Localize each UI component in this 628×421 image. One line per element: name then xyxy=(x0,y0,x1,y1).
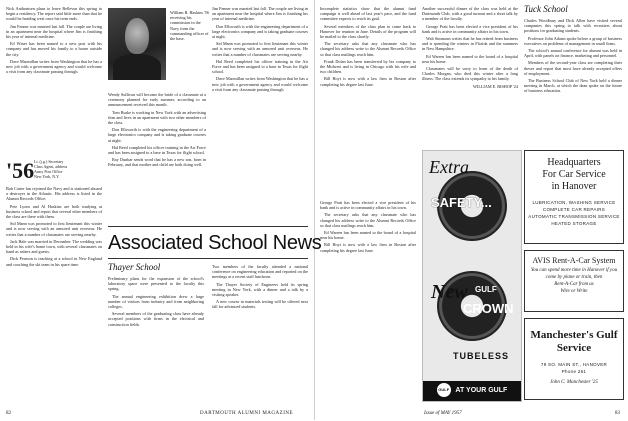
avis-line: You can spend more time in Hanover if you xyxy=(530,268,618,273)
avis-rent-a-car-ad xyxy=(524,250,624,312)
hq-line2: For Car Service xyxy=(542,169,606,180)
secretary-line: Class Agent, address xyxy=(34,164,68,169)
paragraph: Walt Simmons writes that he has retired from business and is spending the winters in Florida and the summers in New Hampshire. xyxy=(422,36,518,52)
class-year: '56 xyxy=(6,158,35,183)
paragraph: Another successful dinner of the class was held at the Dartmouth Club, with a good turnout and a short talk by a member of the faculty. xyxy=(422,6,518,22)
paragraph: Bill Hoyt is now with a law firm in Boston after completing his degree last June. xyxy=(320,76,416,87)
gulf-logo-icon: GULF xyxy=(437,383,451,397)
avis-line: Wire or Write xyxy=(560,289,588,294)
thayer-heading: Thayer School xyxy=(108,262,161,272)
ad-gulf-text: GULF xyxy=(475,285,497,294)
paragraph: Ray Dunbar sends word that he has a new son, born in February, and that mother and child are both doing well. xyxy=(108,157,206,168)
paragraph: Several members of the graduating class have already accepted positions with firms in the electrical and construction fields. xyxy=(108,311,204,327)
right-page xyxy=(314,0,628,420)
tuck-heading: Tuck School xyxy=(524,4,568,14)
avis-line: come by plane or train, then xyxy=(545,275,603,280)
paragraph: Classmates will be sorry to learn of the death of Charles Morgan, who died this winter after a long illness. The class extends its sympathy to his family. xyxy=(422,66,518,82)
thayer-column-1 xyxy=(108,276,204,329)
class-secretary xyxy=(34,159,102,179)
page-number-right: 83 xyxy=(615,411,620,416)
hq-service: AUTOMATIC TRANSMISSION SERVICE xyxy=(528,214,620,219)
right-column-1 xyxy=(320,6,416,89)
paragraph: Ed Warren has been named to the board of a hospital near his home. xyxy=(320,230,416,241)
face-shape xyxy=(125,18,148,54)
ad-new-text: New xyxy=(431,281,468,303)
title-rule-bottom xyxy=(108,258,308,259)
secretary-line: New York, N.Y. xyxy=(34,174,60,179)
paragraph: Ed Warren has been named to the board of a hospital near his home. xyxy=(422,53,518,64)
paragraph: The secretary asks that any classmate who has changed his address write to the Alumni Records Office so that class mailings reach him. xyxy=(320,41,416,57)
paragraph: Don Ellsworth is with the engineering department of a large electronics company and is taking graduate courses at night. xyxy=(212,23,308,40)
ad-safety-text: SAFETY... xyxy=(431,195,492,210)
paragraph: Nick Anthonisen plans to leave Bellevue this spring to begin a residency. The report said little more than that he would be heading west once his term ends. xyxy=(6,6,102,22)
paragraph: Sid Mann was promoted to first lieutenant this winter and is now serving with an armored unit overseas. He writes that a number of classmates are serving nearby. xyxy=(212,41,308,57)
paragraph: Several members of the class plan to come back to Hanover for reunion in June. Details of the program will be mailed to the class shortly. xyxy=(320,23,416,40)
paragraph: Dave Macmillan writes from Washington that he has a new job with a government agency and would welcome a visit from any classmate passing through. xyxy=(6,58,102,75)
right-column-2 xyxy=(422,6,518,91)
paragraph: The school's annual conference for alumni was held in April, with panels on finance, marketing and personnel. xyxy=(524,48,622,59)
column-signoff: WILLIAM E. BISHOP '24 xyxy=(472,83,518,89)
dealer-line: AT YOUR GULF DEALER'S xyxy=(454,387,508,414)
ad-tubeless-text: TUBELESS xyxy=(453,351,510,361)
hq-line1: Headquarters xyxy=(547,157,601,168)
paragraph: Tom Burke is working in New York with an advertising firm and lives in an apartment with two other members of the class. xyxy=(108,109,206,126)
paragraph: Pete Lyons and Al Haskins are both studying at business school and report that several other members of the class are there with them. xyxy=(6,203,102,220)
secretary-line: Army Post Office xyxy=(34,169,63,174)
paragraph: Two members of the faculty attended a national conference on engineering education and reported on the meetings at a recent staff luncheon. xyxy=(212,264,308,280)
headquarters-car-service-ad xyxy=(524,150,624,244)
paragraph: Ed Winer has been named to a new post with his company and has moved his family to a house outside the city. xyxy=(6,41,102,57)
paragraph: The Business School Club of New York held a dinner meeting in March, at which the dean spoke on the future of business education. xyxy=(524,78,622,94)
paragraph: George Pratt has been elected a vice president of his bank and is active in community affairs in his town. xyxy=(422,23,518,34)
hq-service: HEATED STORAGE xyxy=(551,221,597,226)
associated-school-news-title: Associated School News xyxy=(108,232,322,254)
secretary-line: Lt. (j.g.) Secretary xyxy=(34,159,64,164)
paragraph: The secretary asks that any classmate who has changed his address write to the Alumni Records Office so that class mailings reach him. xyxy=(320,212,416,228)
shoulders-shape xyxy=(113,54,162,80)
paragraph: George Pratt has been elected a vice president of his bank and is active in community affairs in his town. xyxy=(320,200,416,211)
manchester-phone: Phone 261 xyxy=(561,369,587,374)
hq-service: COMPLETE CAR REPAIRS xyxy=(542,207,606,212)
paragraph: Professor John Adams spoke before a group of business executives on problems of management in small firms. xyxy=(524,35,622,46)
paragraph: Dave Macmillan writes from Washington that he has a new job with a government agency and would welcome a visit from any classmate passing through. xyxy=(212,76,308,92)
hq-service: LUBRICATION, WASHING SERVICE xyxy=(532,200,616,205)
tuck-column xyxy=(524,18,622,96)
paragraph: Frank Dolan has been transferred by his company to the Midwest and is living in Chicago with his wife and two children. xyxy=(320,58,416,75)
portrait-photo xyxy=(108,8,166,80)
manchester-name: John C. Manchester '25 xyxy=(550,380,598,385)
manchester-address: 79 SO. MAIN ST., HANOVER xyxy=(540,362,608,367)
paragraph: Jack Hale was married in December. The wedding was held in his wife's home town, with several classmates on hand as ushers and guests. xyxy=(6,238,102,255)
paragraph: Preliminary plans for the expansion of the school's laboratory space were presented to the faculty this spring. xyxy=(108,276,204,292)
paragraph: A new course in materials testing will be offered next fall for advanced students. xyxy=(212,299,308,310)
paragraph: Hal Reed completed his officer training in the Air Force and has been assigned to a base in Texas for flight school. xyxy=(212,58,308,75)
page-number-left: 82 xyxy=(6,411,11,416)
paragraph: Wendy Sullivan will become the bride of a classmate at a ceremony planned for early summer, according to an announcement received this month. xyxy=(108,92,206,108)
photo-caption: William R. Haskins '56 receiving his commission in the Navy from the commanding officer of the base. xyxy=(170,10,209,42)
paragraph: Charles Woodbury and Dick Allen have visited several companies this spring to talk with recruiters about positions for graduating students. xyxy=(524,18,622,34)
paragraph: Dick Pearson is teaching at a school in New England and coaching the ski team in his spare time. xyxy=(6,256,102,267)
paragraph: Jim Fenner was married last fall. The couple are living in an apartment near the hospital where Jim is finishing his year of internal medicine. xyxy=(6,23,102,40)
ad-crown-text: CROWN xyxy=(463,301,514,316)
ad-extra-text: Extra xyxy=(429,157,469,177)
issue-date-footer: Issue of MAY 1957 xyxy=(424,411,462,416)
column-1-lower xyxy=(6,186,102,269)
magazine-name-footer: DARTMOUTH ALUMNI MAGAZINE xyxy=(200,411,294,416)
paragraph: Don Ellsworth is with the engineering department of a large electronics company and is taking graduate courses at night. xyxy=(108,127,206,143)
column-2 xyxy=(108,92,206,170)
paragraph: Bob Carter has rejoined the Navy and is stationed aboard a destroyer in the Atlantic. His address is listed in the Alumni Records Office. xyxy=(6,186,102,202)
paragraph: Jim Fenner was married last fall. The couple are living in an apartment near the hospital where Jim is finishing his year of internal medicine. xyxy=(212,6,308,22)
column-1 xyxy=(6,6,102,76)
avis-title: AVIS Rent-A-Car System xyxy=(532,256,616,265)
hq-line3: in Hanover xyxy=(551,181,597,192)
thayer-column-2 xyxy=(212,264,308,312)
title-rule-top xyxy=(108,226,308,227)
manchesters-gulf-service-ad xyxy=(524,318,624,400)
paragraph: Hal Reed completed his officer training in the Air Force and has been assigned to a base in Texas for flight school. xyxy=(108,144,206,156)
paragraph: Incomplete statistics show that the alumni fund campaign is well ahead of last year's pace, and the fund committee expects to reach its goal. xyxy=(320,6,416,22)
paragraph: The annual engineering exhibition drew a large number of visitors from industry and from neighboring colleges. xyxy=(108,293,204,310)
paragraph: The Thayer Society of Engineers held its spring meeting in New York, with a dinner and a talk by a visiting speaker. xyxy=(212,281,308,298)
column-3 xyxy=(212,6,308,94)
paragraph: Bill Hoyt is now with a law firm in Boston after completing his degree last June. xyxy=(320,242,416,253)
paragraph: Members of the second-year class are completing their theses and report that most have already accepted offers of employment. xyxy=(524,60,622,76)
manchester-title: Manchester's Gulf Service xyxy=(530,329,618,354)
avis-line: Rent-A-Car from us xyxy=(554,282,594,287)
paragraph: Sid Mann was promoted to first lieutenant this winter and is now serving with an armored unit overseas. He writes that a number of classmates are serving nearby. xyxy=(6,221,102,237)
right-column-1-lower xyxy=(320,200,416,255)
